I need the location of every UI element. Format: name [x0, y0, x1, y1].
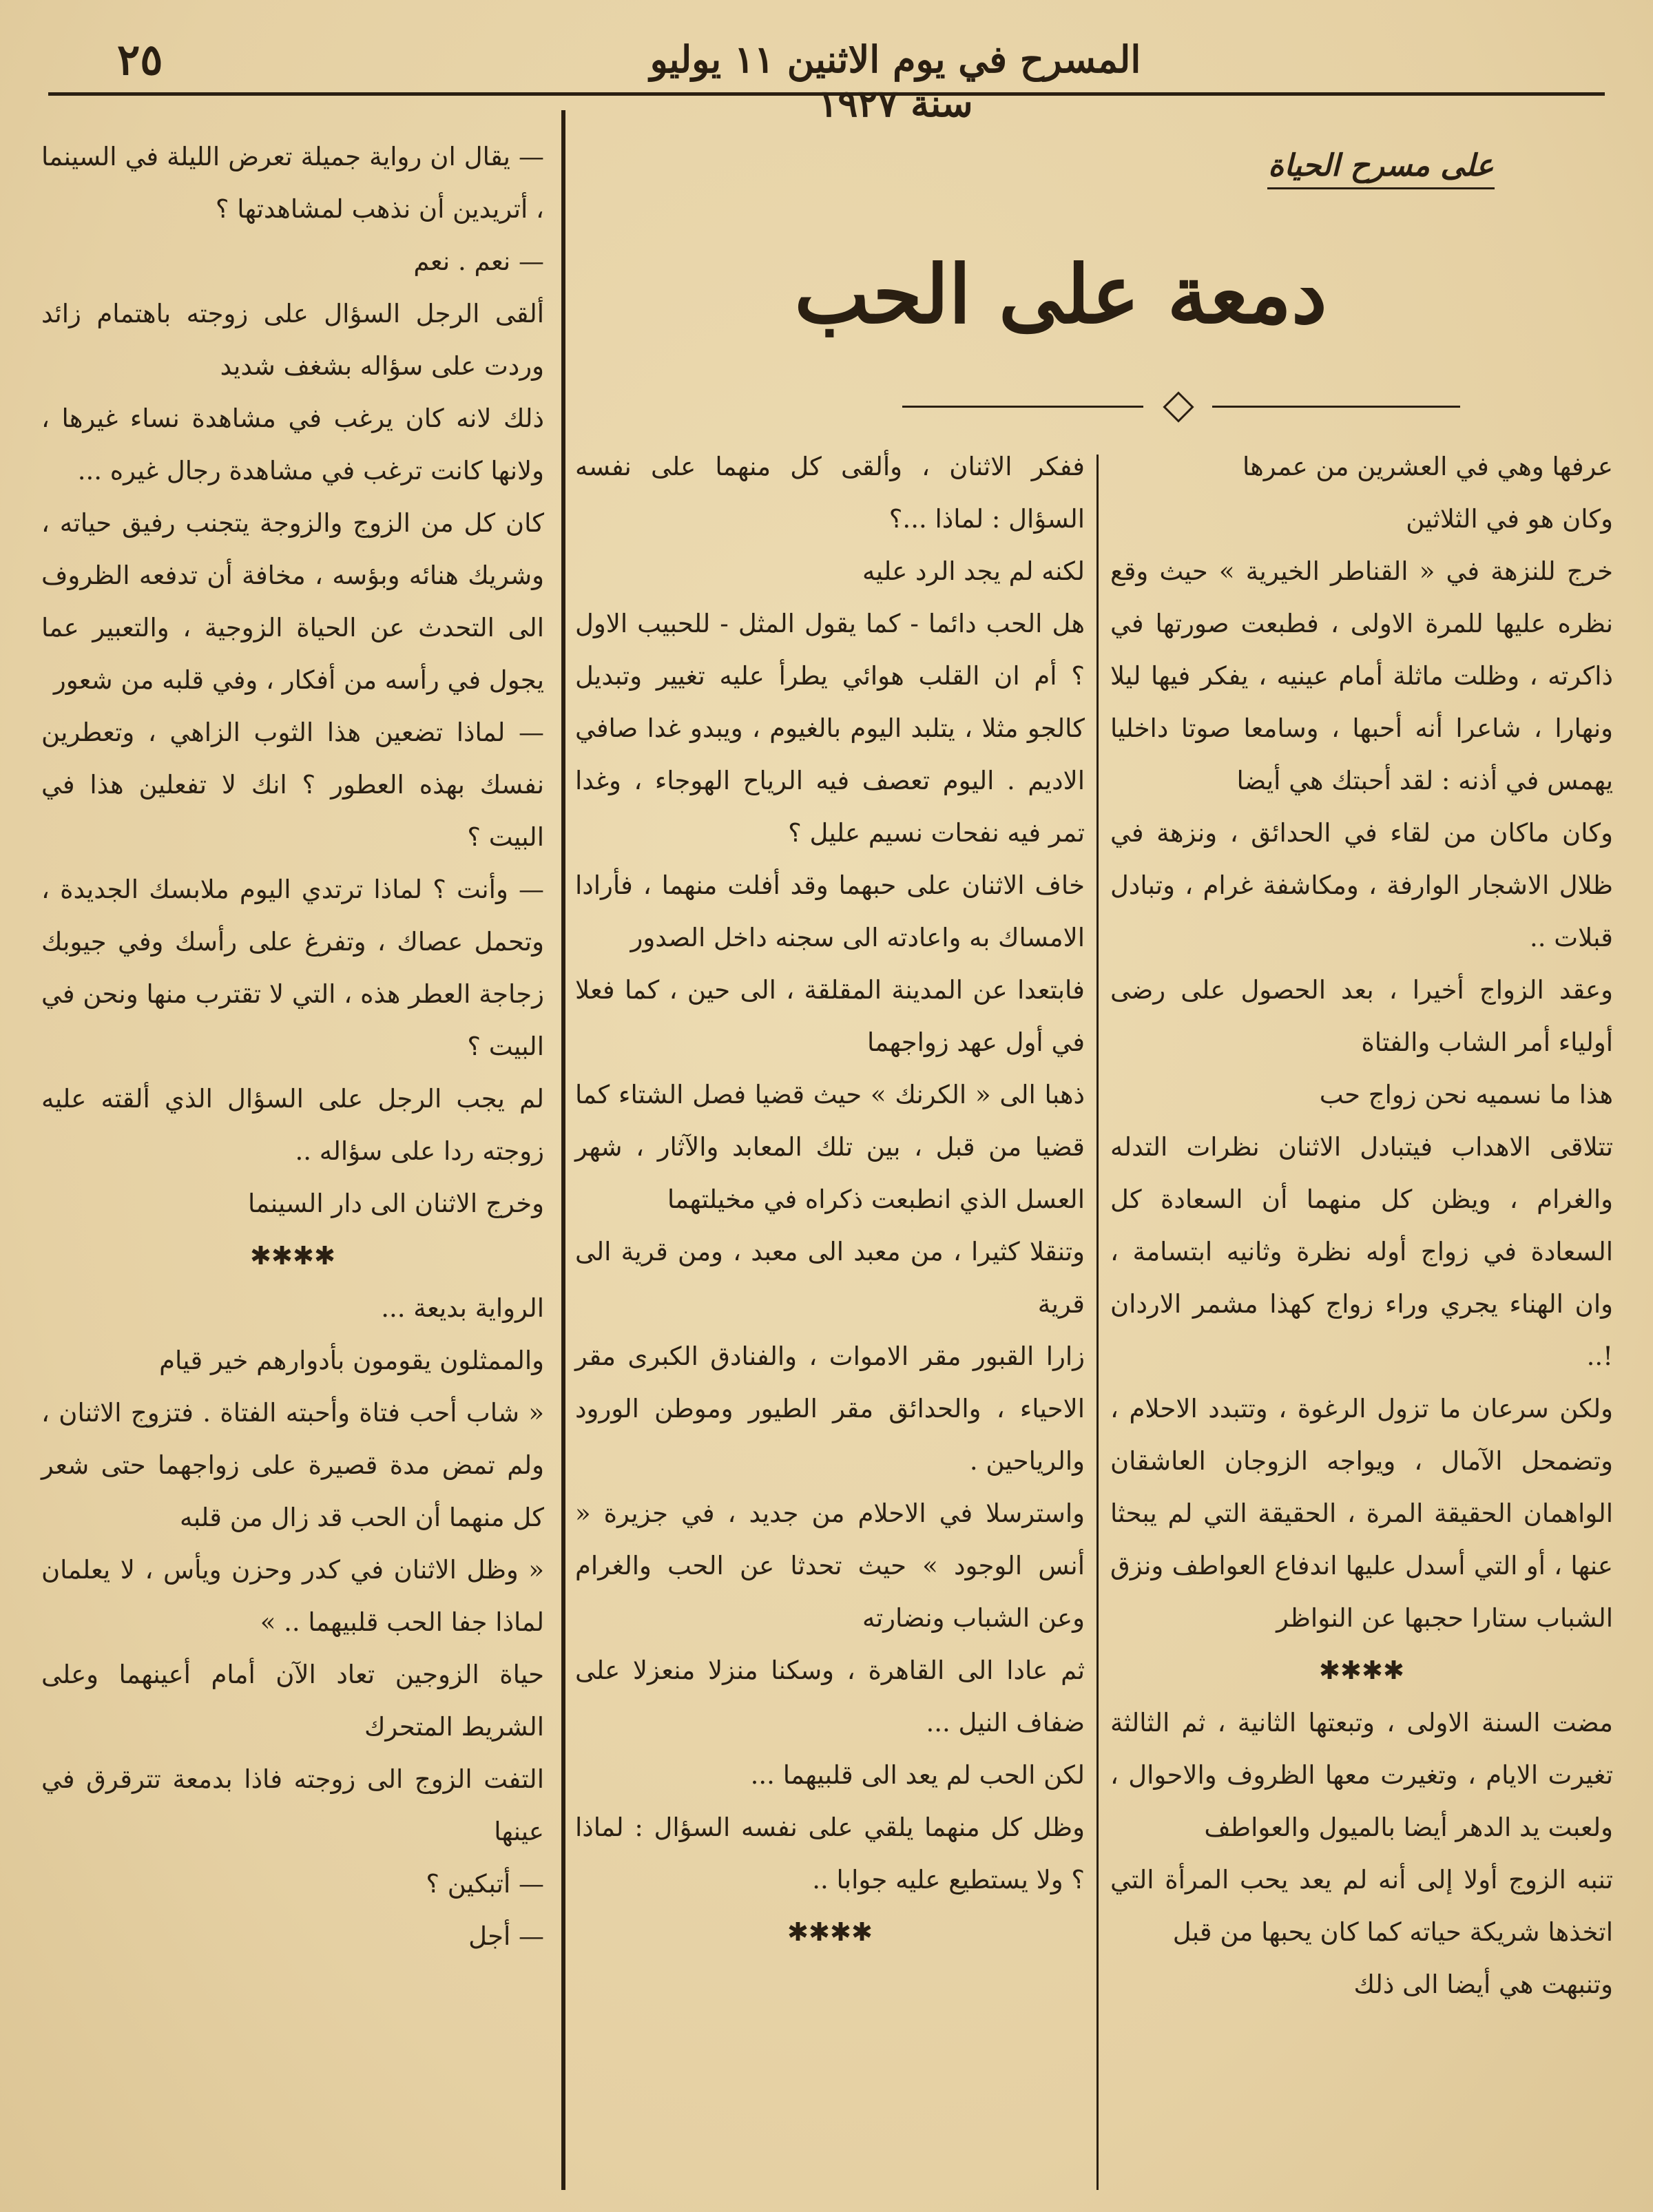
- paragraph: مضت السنة الاولى ، وتبعتها الثانية ، ثم الثالثة تغيرت الايام ، وتغيرت معها الظروف والاحوال ، ولعبت يد الدهر أيضا بالميول والعواطف: [1110, 1708, 1613, 1842]
- ornament-line: [902, 406, 1143, 408]
- column-left: [41, 131, 544, 1963]
- headline-ornament-rule: [902, 396, 1460, 417]
- paragraph: وظل كل منهما يلقي على نفسه السؤال : لماذا ؟ ولا يستطيع عليه جوابا ..: [575, 1813, 1085, 1895]
- paragraph: خرج للنزهة في « القناطر الخيرية » حيث وقع نظره عليها للمرة الاولى ، فطبعت صورتها في ذاكرته ، وظلت ماثلة أمام عينيه ، يفكر فيها ليلا ونهارا ، شاعرا أنه أحبها ، وسامعا صوتا داخليا يهمس في أذنه : لقد أحبتك هي أيضا: [1110, 556, 1613, 795]
- paragraph: — لماذا تضعين هذا الثوب الزاهي ، وتعطرين نفسك بهذه العطور ؟ انك لا تفعلين هذا في البيت ؟: [41, 718, 544, 852]
- paragraph: هذا ما نسميه نحن زواج حب: [1319, 1080, 1613, 1109]
- paragraph: — أجل: [468, 1921, 544, 1951]
- paragraph: تنبه الزوج أولا إلى أنه لم يعد يحب المرأة التي اتخذها شريكة حياته كما كان يحبها من قبل: [1110, 1865, 1613, 1947]
- paragraph: ففكر الاثنان ، وألقى كل منهما على نفسه السؤال : لماذا ...؟: [575, 452, 1085, 534]
- column-right: [1110, 441, 1613, 2011]
- paragraph: « شاب أحب فتاة وأحبته الفتاة . فتزوج الاثنان ، ولم تمض مدة قصيرة على زواجهما حتى شعر كل منهما أن الحب قد زال من قلبه: [41, 1398, 544, 1532]
- section-label: على مسرح الحياة: [1267, 148, 1495, 189]
- section-separator: ✱✱✱✱: [1318, 1656, 1404, 1685]
- paragraph: وتنقلا كثيرا ، من معبد الى معبد ، ومن قرية الى قرية: [575, 1237, 1085, 1319]
- page-header: [41, 34, 1612, 125]
- paragraph: ذهبا الى « الكرنك » حيث قضيا فصل الشتاء كما قضيا من قبل ، بين تلك المعابد والآثار ، شهر العسل الذي انطبعت ذكراه في مخيلتهما: [575, 1080, 1085, 1214]
- paragraph: زارا القبور مقر الاموات ، والفنادق الكبرى مقر الاحياء ، والحدائق مقر الطيور وموطن الورود والرياحين .: [575, 1342, 1085, 1476]
- paragraph: — نعم . نعم: [413, 247, 544, 276]
- article-headline: دمعة على الحب: [794, 248, 1327, 342]
- paragraph: وعقد الزواج أخيرا ، بعد الحصول على رضى أولياء أمر الشاب والفتاة: [1110, 975, 1613, 1057]
- paragraph: فابتعدا عن المدينة المقلقة ، الى حين ، كما فعلا في أول عهد زواجهما: [575, 975, 1085, 1057]
- paragraph: كان كل من الزوج والزوجة يتجنب رفيق حياته ، وشريك هنائه وبؤسه ، مخافة أن تدفعه الظروف الى التحدث عن الحياة الزوجية ، والتعبير عما يجول في رأسه من أفكار ، وفي قلبه من شعور: [41, 508, 544, 695]
- column-divider-left: [561, 110, 565, 2190]
- column-middle: [575, 441, 1085, 1959]
- section-separator: ✱✱✱✱: [249, 1241, 335, 1271]
- paragraph: واسترسلا في الاحلام من جديد ، في جزيرة « أنس الوجود » حيث تحدثا عن الحب والغرام وعن الشباب ونضارته: [575, 1499, 1085, 1633]
- paragraph: الرواية بديعة ...: [381, 1293, 544, 1323]
- paragraph: عرفها وهي في العشرين من عمرها: [1243, 452, 1613, 481]
- paragraph: حياة الزوجين تعاد الآن أمام أعينهما وعلى الشريط المتحرك: [41, 1660, 544, 1742]
- paragraph: لكنه لم يجد الرد عليه: [862, 556, 1085, 586]
- column-divider-right: [1096, 455, 1099, 2190]
- paragraph: هل الحب دائما - كما يقول المثل - للحبيب الاول ؟ أم ان القلب هوائي يطرأ عليه تغيير وتبديل كالجو مثلا ، يتلبد اليوم بالغيوم ، ويبدو غدا صافي الاديم . اليوم تعصف فيه الرياح الهوجاء ، وغدا تمر فيه نفحات نسيم عليل ؟: [575, 609, 1085, 848]
- page-number: ٢٥: [117, 34, 163, 85]
- paragraph: « وظل الاثنان في كدر وحزن ويأس ، لا يعلمان لماذا جفا الحب قلبيهما .. »: [41, 1555, 544, 1637]
- paragraph: والممثلون يقومون بأدوارهم خير قيام: [159, 1346, 544, 1375]
- paragraph: خاف الاثنان على حبهما وقد أفلت منهما ، فأرادا الامساك به واعادته الى سجنه داخل الصدور: [575, 870, 1085, 952]
- paragraph: لم يجب الرجل على السؤال الذي ألقته عليه زوجته ردا على سؤاله ..: [41, 1084, 544, 1166]
- paragraph: لكن الحب لم يعد الى قلبيهما ...: [750, 1760, 1085, 1790]
- paragraph: تتلاقى الاهداب فيتبادل الاثنان نظرات التدله والغرام ، ويظن كل منهما أن السعادة كل السعادة في زواج أوله نظرة وثانيه ابتسامة ، وان الهناء يجري وراء زواج كهذا مشمر الاردان !..: [1110, 1132, 1613, 1371]
- paragraph: وكان هو في الثلاثين: [1406, 504, 1613, 534]
- section-separator: ✱✱✱✱: [787, 1917, 873, 1947]
- paragraph: وتنبهت هي أيضا الى ذلك: [1353, 1970, 1613, 1999]
- paragraph: ولكن سرعان ما تزول الرغوة ، وتتبدد الاحلام ، وتضمحل الآمال ، ويواجه الزوجان العاشقان الواهمان الحقيقة المرة ، الحقيقة التي لم يبحثا عنها ، أو التي أسدل عليها اندفاع العواطف ونزق الشباب ستارا حجبها عن النواظر: [1110, 1394, 1613, 1633]
- paragraph: ثم عادا الى القاهرة ، وسكنا منزلا منعزلا على ضفاف النيل ...: [575, 1656, 1085, 1738]
- paragraph: وكان ماكان من لقاء في الحدائق ، ونزهة في ظلال الاشجار الوارفة ، ومكاشفة غرام ، وتبادل قبلات ..: [1110, 818, 1613, 952]
- paragraph: التفت الزوج الى زوجته فاذا بدمعة تترقرق في عينها: [41, 1764, 544, 1846]
- paragraph: ألقى الرجل السؤال على زوجته باهتمام زائد وردت على سؤاله بشغف شديد: [41, 299, 544, 381]
- paragraph: — يقال ان رواية جميلة تعرض الليلة في السينما ، أتريدين أن نذهب لمشاهدتها ؟: [41, 142, 544, 224]
- paragraph: ذلك لانه كان يرغب في مشاهدة نساء غيرها ، ولانها كانت ترغب في مشاهدة رجال غيره ...: [41, 404, 544, 486]
- paragraph: وخرج الاثنان الى دار السينما: [248, 1189, 544, 1218]
- ornament-line: [1212, 406, 1460, 408]
- paragraph: — وأنت ؟ لماذا ترتدي اليوم ملابسك الجديدة ، وتحمل عصاك ، وتفرغ على رأسك وفي جيوبك زجاجة العطر هذه ، التي لا تقترب منها ونحن في البيت ؟: [41, 875, 544, 1061]
- header-rule: [48, 92, 1605, 96]
- running-header-title: المسرح في يوم الاثنين ١١ يوليو سنة ١٩٢٧: [649, 37, 1141, 125]
- paragraph: — أتبكين ؟: [426, 1869, 544, 1899]
